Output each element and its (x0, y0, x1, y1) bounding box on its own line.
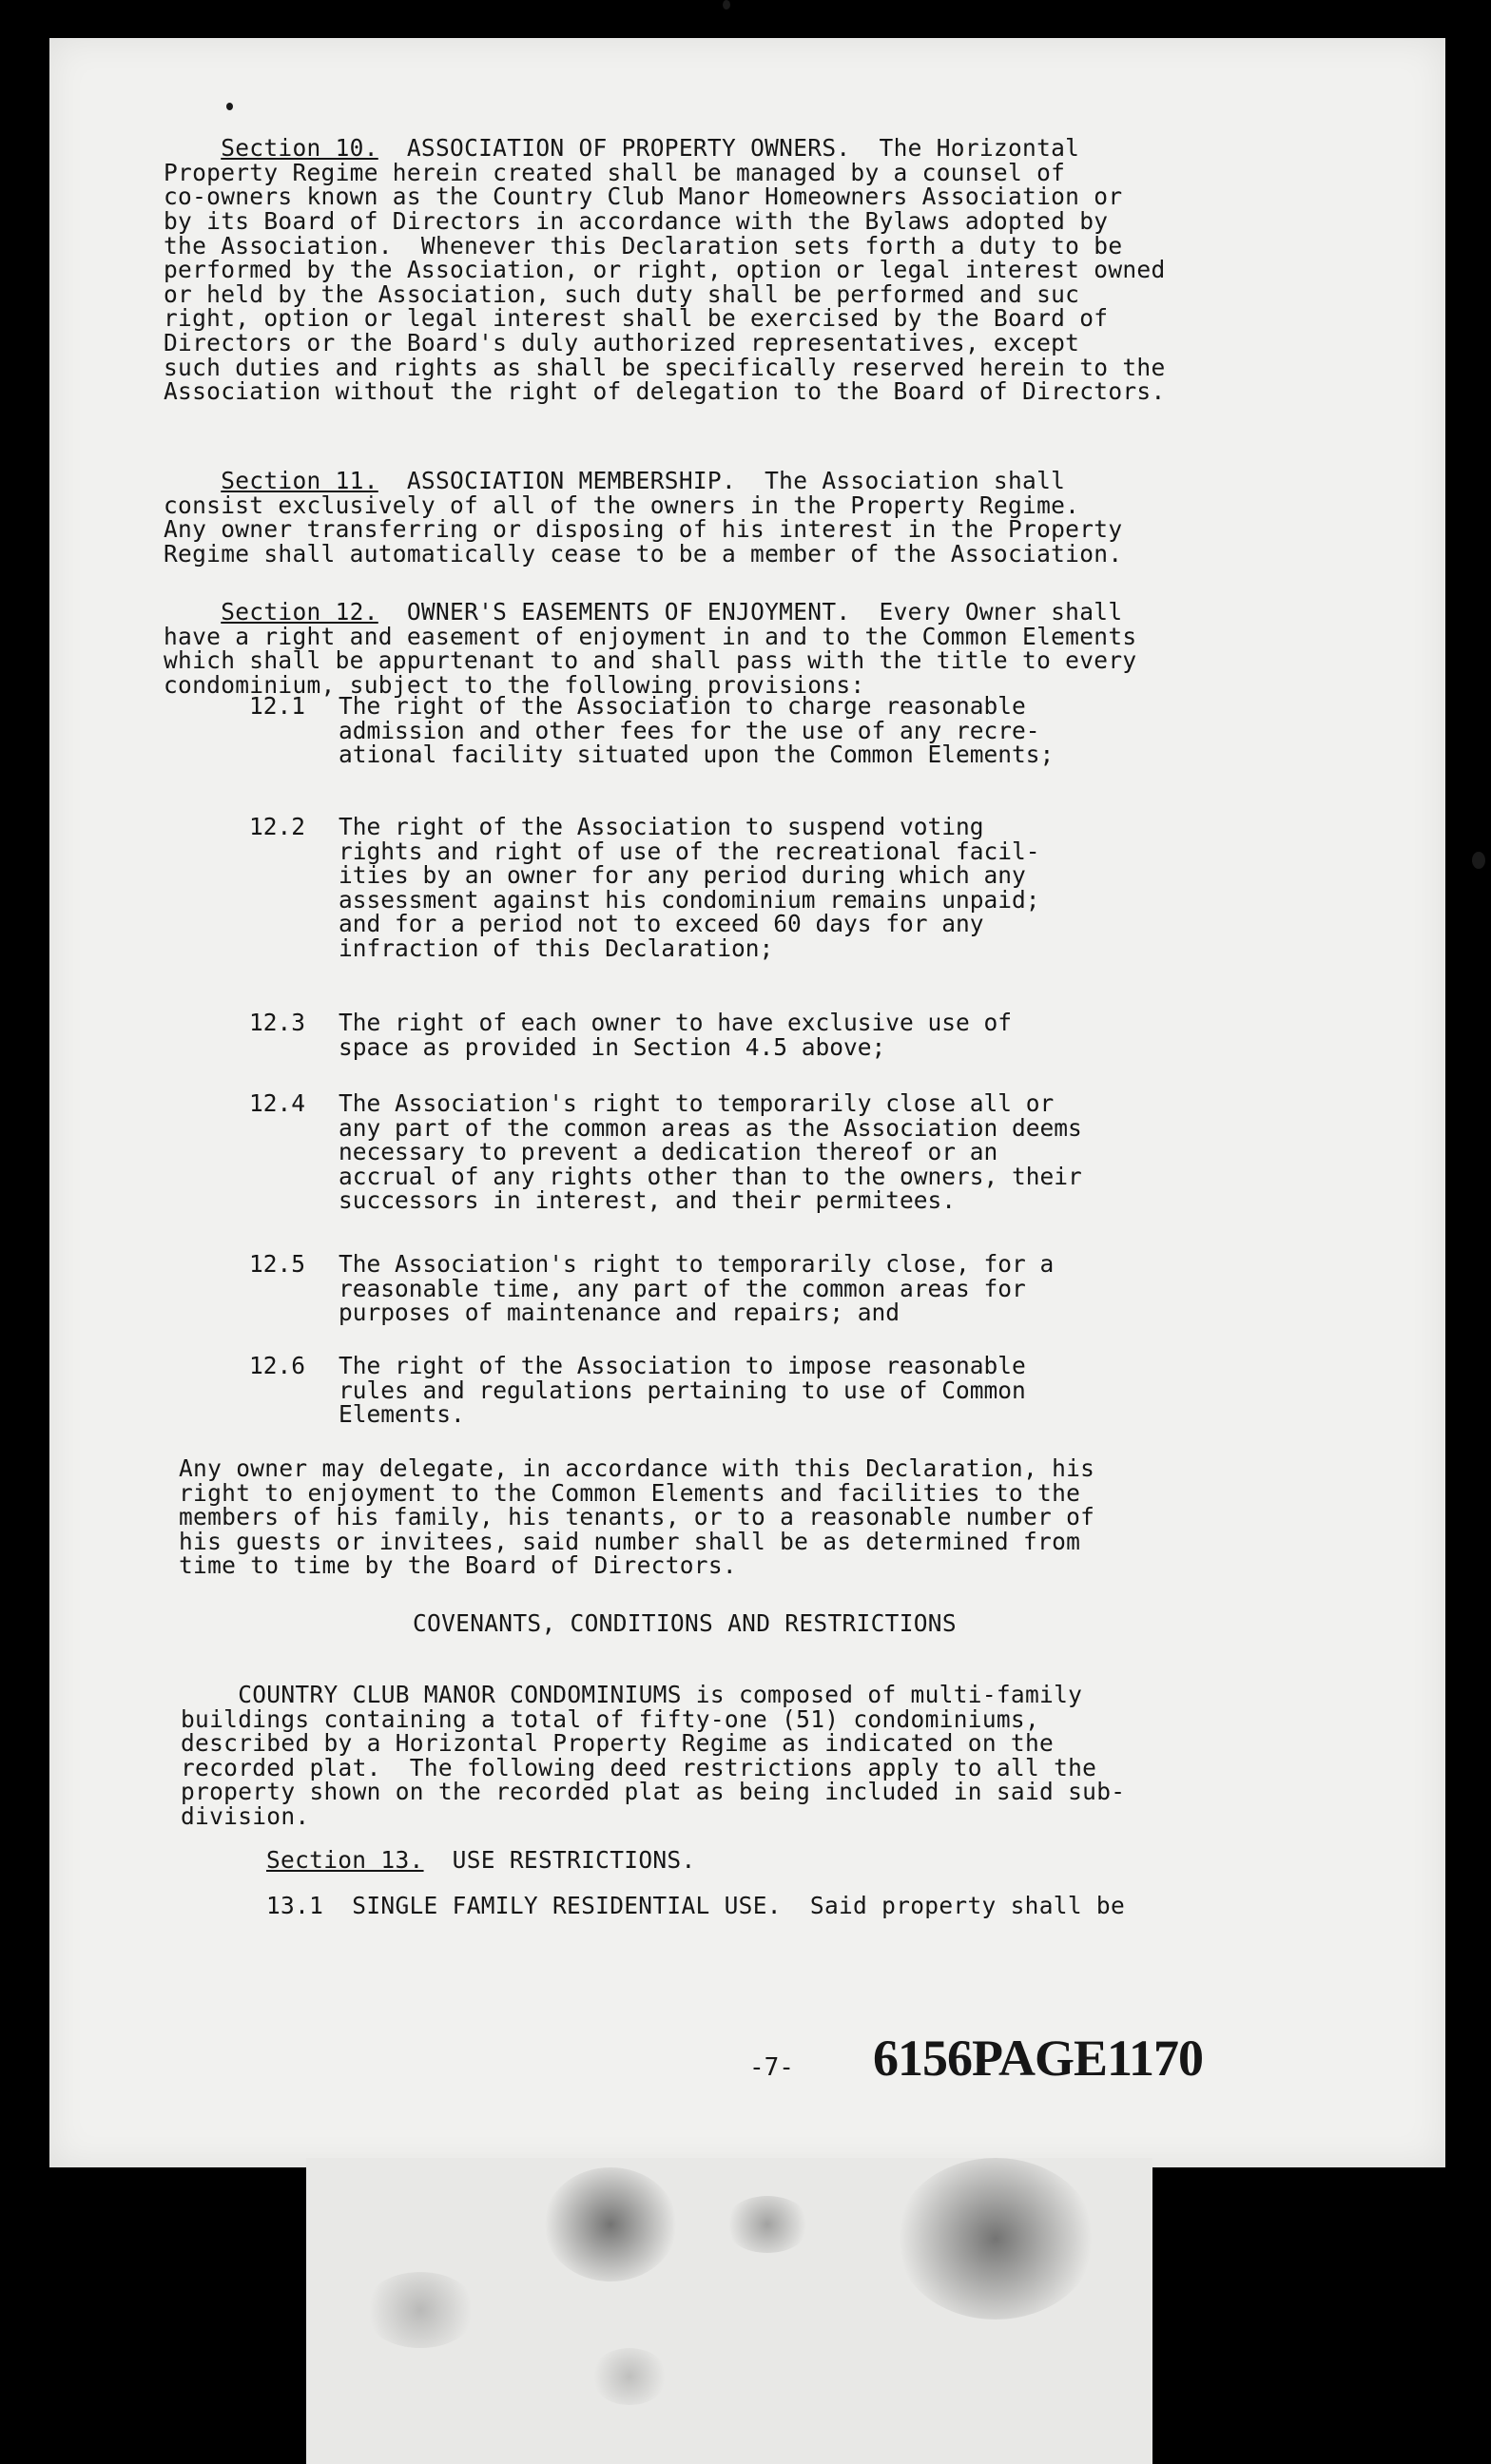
text-line: Any owner transferring or disposing of his interest in the Property (164, 515, 1123, 544)
text-line: or held by the Association, such duty shall be performed and suc (164, 279, 1080, 308)
provision-12-6 (249, 1352, 1026, 1429)
covenants-heading: COVENANTS, CONDITIONS AND RESTRICTIONS (413, 1609, 957, 1637)
provision-number: 12.4 (249, 1089, 306, 1117)
scan-speck (1472, 852, 1485, 869)
provision-text: The right of the Association to impose reasonable rules and regulations pertaining to use of Common Elements. (339, 1352, 1026, 1429)
section-13-title: USE RESTRICTIONS. (452, 1846, 696, 1874)
section-label: Section 12. (221, 598, 378, 626)
text-line: such duties and rights as shall be specifically reserved herein to the (164, 353, 1166, 381)
section-10 (164, 87, 1166, 428)
text-line: Section 11. ASSOCIATION MEMBERSHIP. The Association shall (221, 467, 1066, 495)
covenants-paragraph: COUNTRY CLUB MANOR CONDOMINIUMS is composed of multi-family buildings containing a total of fifty-one (51) condominiums, described by a Horizontal Property Regime as indicated on the recorded plat. The following deed restrictions apply to all the property shown on the recorded plat as being included in said sub- division. (181, 1681, 1126, 1830)
provision-12-4 (249, 1089, 1082, 1215)
text-line: Property Regime herein created shall be managed by a counsel of (164, 158, 1066, 186)
section-10-text (164, 136, 1166, 404)
text-line: performed by the Association, or right, option or legal interest owned (164, 256, 1166, 284)
provision-12-3 (249, 1009, 1013, 1084)
scan-speck (723, 0, 730, 10)
text-line: Regime shall automatically cease to be a member of the Association. (164, 539, 1123, 568)
book-page-stamp: 6156PAGE1170 (873, 2030, 1204, 2087)
text-line: co-owners known as the Country Club Manor Homeowners Association or (164, 183, 1123, 211)
provision-number: 12.6 (249, 1352, 306, 1379)
text-line: consist exclusively of all of the owners in the Property Regime. (164, 491, 1080, 519)
scan-speck (226, 103, 233, 110)
provision-text: The right of each owner to have exclusive use of space as provided in Section 4.5 above; (339, 1009, 1013, 1061)
section-label: Section 11. (221, 467, 378, 495)
provision-number: 12.3 (249, 1009, 306, 1036)
provision-text: The Association's right to temporarily close all or any part of the common areas as the Association deems necessary to prevent a dedication thereof or an accrual of any rights other than to the owners, their successors in interest, and their permitees. (339, 1089, 1082, 1215)
provision-text: The right of the Association to suspend voting rights and right of use of the recreational facil- ities by an owner for any period during which any assessment against his condominium remains unpaid; and for a period not to exceed 60 days for any infraction of this Declaration; (339, 813, 1040, 962)
section-12-text (164, 600, 1136, 697)
text-line: the Association. Whenever this Declaration sets forth a duty to be (164, 231, 1123, 260)
section-13-1: 13.1 SINGLE FAMILY RESIDENTIAL USE. Said property shall be (266, 1892, 1126, 1919)
text-line: Directors or the Board's duly authorized representatives, except (164, 328, 1080, 356)
text-line: Association without the right of delegation to the Board of Directors. (164, 377, 1166, 406)
text-line: which shall be appurtenant to and shall pass with the title to every (164, 646, 1137, 675)
provision-12-2 (249, 813, 1040, 962)
section-label: Section 10. (221, 134, 378, 163)
provision-12-5 (249, 1250, 1055, 1327)
provision-number: 12.1 (249, 692, 306, 720)
section-13-label: Section 13. (266, 1846, 424, 1874)
page-number: -7- (749, 2053, 794, 2082)
provision-number: 12.5 (249, 1250, 306, 1278)
text-line: Section 12. OWNER'S EASEMENTS OF ENJOYMENT. Every Owner shall (221, 598, 1123, 626)
provision-text: The Association's right to temporarily close, for a reasonable time, any part of the common areas for purposes of maintenance and repairs; and (339, 1250, 1055, 1327)
text-line: right, option or legal interest shall be exercised by the Board of (164, 304, 1109, 333)
provision-12-1 (249, 692, 1055, 769)
provision-text: The right of the Association to charge reasonable admission and other fees for the use of any recre- ational facility situated upon the Common Elements; (339, 692, 1055, 769)
text-line: have a right and easement of enjoyment in and to the Common Elements (164, 622, 1137, 650)
text-line: Section 10. ASSOCIATION OF PROPERTY OWNERS. The Horizontal (221, 134, 1080, 163)
section-13-heading (266, 1848, 696, 1873)
delegation-paragraph: Any owner may delegate, in accordance with this Declaration, his right to enjoyment to the Common Elements and facilities to the members of his family, his tenants, or to a reasonable number of his guests or invitees, said number shall be as determined from time to time by the Board of Directors. (179, 1454, 1095, 1580)
provision-number: 12.2 (249, 813, 306, 840)
text-line: condominium, subject to the following provisions: (164, 670, 865, 699)
photocopy-bottom-strip (306, 2158, 1152, 2464)
text-line: by its Board of Directors in accordance with the Bylaws adopted by (164, 206, 1109, 235)
